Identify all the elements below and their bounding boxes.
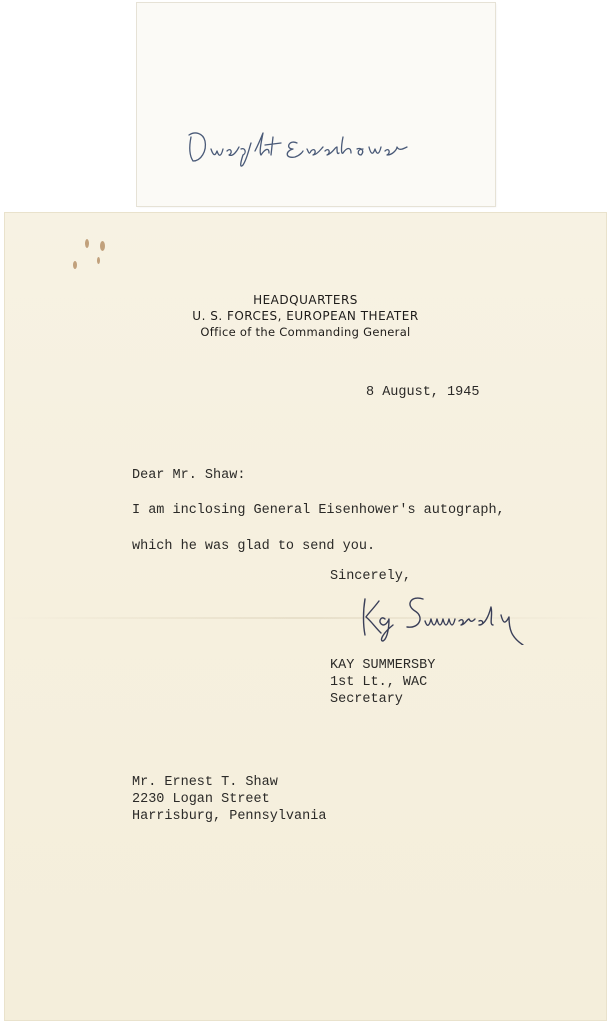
eisenhower-signature: [177, 103, 477, 173]
letterhead-line-2: U. S. FORCES, EUROPEAN THEATER: [192, 309, 419, 323]
recipient-street: 2230 Logan Street: [132, 792, 270, 807]
signer-title: Secretary: [330, 692, 403, 707]
stain-mark: [97, 257, 100, 264]
letter-date: 8 August, 1945: [366, 385, 480, 400]
letter-sheet: [5, 213, 606, 1020]
letter-closing: Sincerely,: [330, 569, 412, 584]
letter-body-line-1: I am inclosing General Eisenhower's autograph,: [132, 503, 505, 518]
summersby-signature: [353, 585, 553, 645]
letterhead-line-3: Office of the Commanding General: [200, 325, 411, 339]
recipient-city: Harrisburg, Pennsylvania: [132, 809, 327, 824]
recipient-name: Mr. Ernest T. Shaw: [132, 775, 278, 790]
stain-mark: [73, 261, 77, 269]
stain-mark: [100, 241, 105, 251]
signature-card: [137, 3, 495, 206]
signer-rank: 1st Lt., WAC: [330, 675, 428, 690]
letter-body-line-2: which he was glad to send you.: [132, 539, 376, 554]
stain-mark: [85, 239, 89, 248]
letter-salutation: Dear Mr. Shaw:: [132, 468, 246, 483]
letterhead-line-1: HEADQUARTERS: [253, 293, 358, 307]
signer-name: KAY SUMMERSBY: [330, 658, 436, 673]
